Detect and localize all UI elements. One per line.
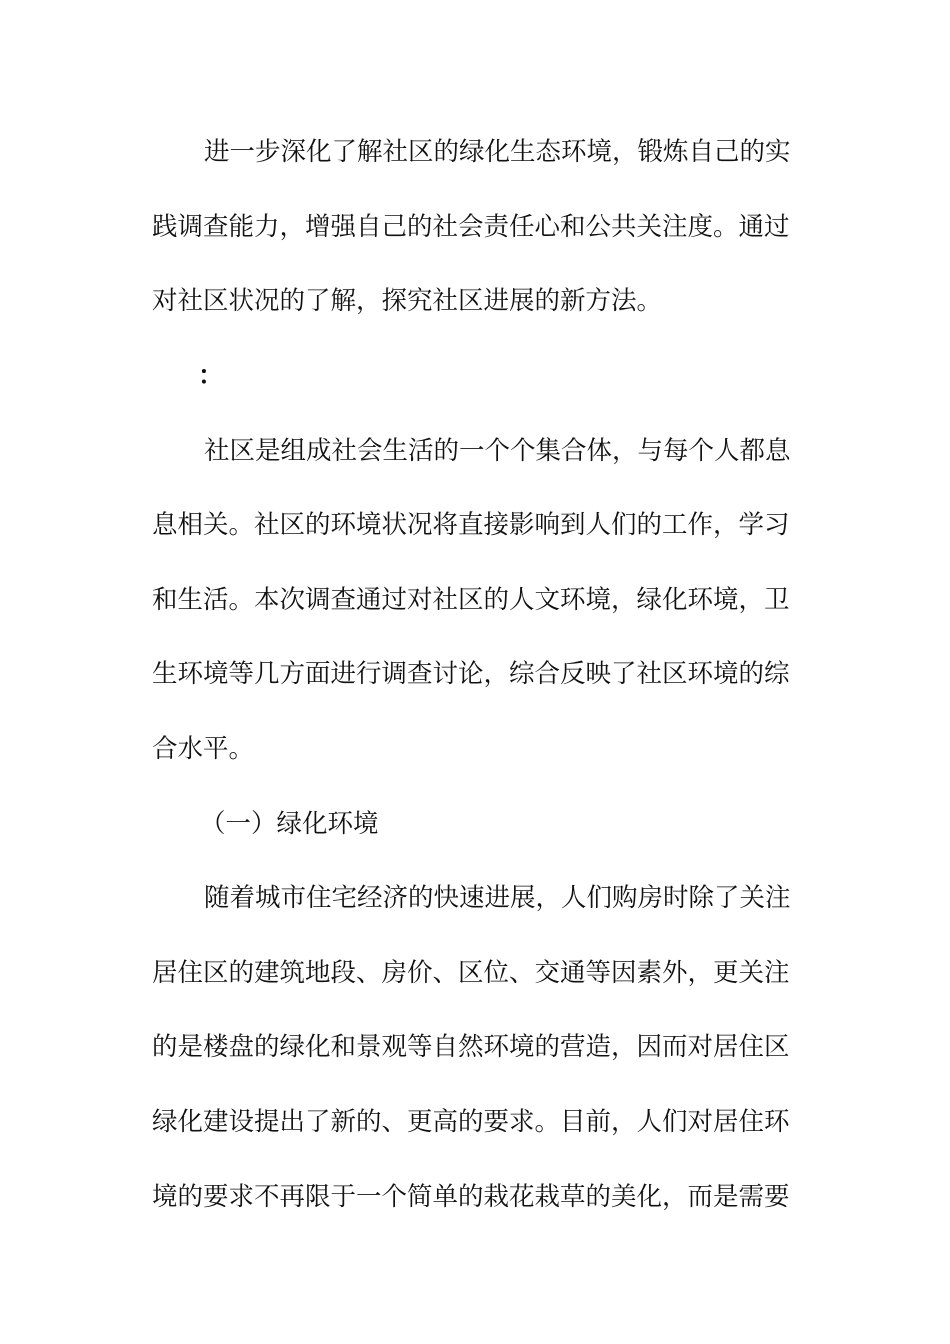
text-line: 绿化建设提出了新的、更高的要求。目前，人们对居住环 xyxy=(152,1107,790,1137)
text-line: 合水平。 xyxy=(152,734,255,764)
text-line: 和生活。本次调查通过对社区的人文环境，绿化环境，卫 xyxy=(152,585,790,615)
colon-line: ： xyxy=(198,361,224,391)
text-line: 息相关。社区的环境状况将直接影响到人们的工作，学习 xyxy=(152,510,790,540)
text-line: 居住区的建筑地段、房价、区位、交通等因素外，更关注 xyxy=(152,958,790,988)
text-line: 随着城市住宅经济的快速进展，人们购房时除了关注 xyxy=(204,883,791,913)
text-line: 践调查能力，增强自己的社会责任心和公共关注度。通过 xyxy=(152,212,790,242)
text-line: 的是楼盘的绿化和景观等自然环境的营造，因而对居住区 xyxy=(152,1032,790,1062)
section-heading: （一）绿化环境 xyxy=(200,809,379,839)
text-line: 生环境等几方面进行调查讨论，综合反映了社区环境的综 xyxy=(152,659,790,689)
text-line: 进一步深化了解社区的绿化生态环境，锻炼自己的实 xyxy=(204,137,791,167)
text-line: 对社区状况的了解，探究社区进展的新方法。 xyxy=(152,286,663,316)
text-line: 境的要求不再限于一个简单的栽花栽草的美化，而是需要 xyxy=(152,1182,790,1212)
text-line: 社区是组成社会生活的一个个集合体，与每个人都息 xyxy=(204,436,791,466)
